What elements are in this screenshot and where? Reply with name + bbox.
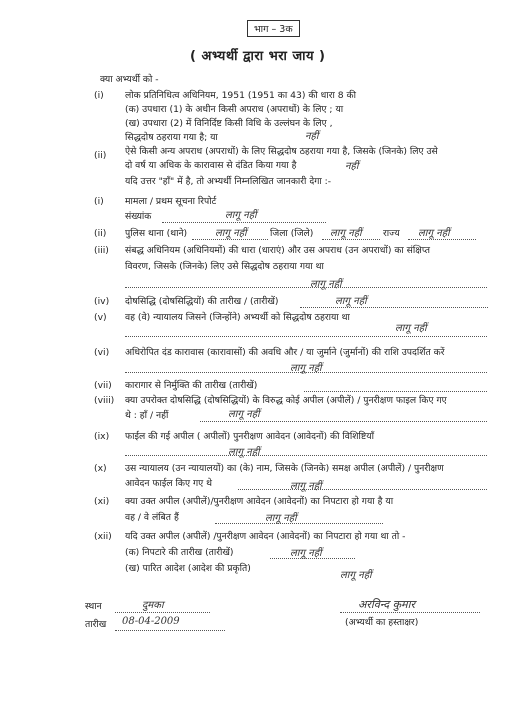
item-number: (vii)	[94, 380, 112, 391]
handwritten-answer: लागू नहीं	[330, 228, 362, 239]
item-text: संबद्ध अधिनियम (अधिनियमों) की धारा (धाराएं) और उस अपराध (उन अपराधों) का संक्षिप्त	[125, 245, 430, 256]
dotted-line	[304, 391, 487, 392]
item-text: क्या उपरोक्त दोषसिद्धि (दोषसिद्धियों) के विरुद्ध कोई अपील (अपीलें) / पुनरीक्षण फाइल किए गए	[125, 395, 447, 406]
item-text: जिला (जिले)	[270, 228, 314, 239]
item-text: दोषसिद्धि (दोषसिद्धियों) की तारीख / (तारीखें)	[125, 296, 279, 307]
item-number: (iii)	[94, 245, 109, 256]
item-text: वह / वे लंबित हैं	[125, 512, 179, 523]
item-number: (i)	[94, 90, 104, 101]
part-label: भाग – 3क	[247, 20, 300, 37]
dotted-line	[215, 523, 383, 524]
dotted-line	[300, 307, 488, 308]
item-text: थे : हाँ / नहीं	[125, 410, 169, 421]
handwritten-answer: लागू नहीं	[418, 228, 450, 239]
dotted-line	[125, 455, 487, 456]
handwritten-answer: लागू नहीं	[225, 210, 257, 221]
item-text: दो वर्ष या अधिक के कारावास से दंडित किया गया है	[125, 160, 297, 171]
dotted-line	[115, 612, 210, 613]
item-text: (ख) पारित आदेश (आदेश की प्रकृति)	[125, 563, 251, 574]
handwritten-answer: लागू नहीं	[395, 323, 427, 334]
form-title: ( अभ्यर्थी द्वारा भरा जाय )	[190, 49, 326, 64]
item-text: राज्य	[383, 228, 400, 239]
dotted-line	[408, 239, 476, 240]
item-number: (ix)	[94, 431, 110, 442]
item-number: (xi)	[94, 496, 110, 507]
item-number: (viii)	[94, 395, 115, 406]
item-text: उस न्यायालय (उन न्यायालयों) का (के) नाम, जिसके (जिनके) समक्ष अपील (अपीलें) / पुनरीक्षण	[125, 463, 444, 474]
handwritten-answer: लागू नहीं	[290, 481, 322, 492]
item-text: अधिरोपित दंड कारावास (कारावासों) की अवधि और / या जुर्माने (जुर्मानों) की राशि उपदर्शित करें	[125, 347, 445, 358]
item-text: पुलिस थाना (थाने)	[125, 228, 188, 239]
handwritten-answer: लागू नहीं	[228, 447, 260, 458]
item-number: (xii)	[94, 531, 112, 542]
handwritten-answer: लागू नहीं	[290, 548, 322, 559]
item-text: कारागार से निर्मुक्ति की तारीख (तारीखें)	[125, 380, 258, 391]
handwritten-answer: लागू नहीं	[340, 570, 372, 581]
candidate-signature: अरविन्द कुमार	[358, 598, 415, 611]
handwritten-answer: नहीं	[305, 131, 319, 142]
item-text: वह (वे) न्यायालय जिसने (जिन्होंने) अभ्यर्थी को सिद्धदोष ठहराया था	[125, 312, 350, 323]
dotted-line	[125, 287, 487, 288]
item-number: (ii)	[94, 150, 107, 161]
item-text: आवेदन फाईल किए गए थे	[125, 478, 213, 489]
handwritten-answer: लागू नहीं	[290, 363, 322, 374]
signature-caption: (अभ्यर्थी का हस्ताक्षर)	[345, 617, 419, 628]
date-label: तारीख	[85, 619, 107, 630]
handwritten-answer: लागू नहीं	[310, 279, 342, 290]
dotted-line	[322, 239, 380, 240]
item-text: यदि उक्त अपील (अपीलें) /पुनरीक्षण आवेदन (आवेदनों) का निपटारा हो गया था तो -	[125, 531, 406, 542]
item-text: विवरण, जिसके (जिनके) लिए उसे सिद्धदोष ठहराया गया था	[125, 261, 324, 272]
item-number: (iv)	[94, 296, 110, 307]
handwritten-answer: लागू नहीं	[215, 228, 247, 239]
dotted-line	[200, 421, 487, 422]
place-label: स्थान	[85, 601, 102, 612]
item-text: सिद्धदोष ठहराया गया है; या	[125, 132, 218, 143]
item-text: (ख) उपधारा (2) में विनिर्दिष्ट किसी विधि के उल्लंघन के लिए ,	[125, 118, 333, 129]
dotted-line	[162, 222, 326, 223]
place-value: दुमका	[142, 600, 164, 611]
handwritten-answer: नहीं	[345, 161, 359, 172]
item-number: (x)	[94, 463, 107, 474]
item-number: (i)	[94, 196, 104, 207]
dotted-line	[125, 336, 487, 337]
item-text: (क) निपटारे की तारीख (तारीखें)	[125, 547, 234, 558]
item-number: (v)	[94, 312, 107, 323]
dotted-line	[238, 489, 487, 490]
date-value: 08-04-2009	[122, 616, 180, 627]
intro-text: क्या अभ्यर्थी को -	[100, 74, 159, 85]
item-text: मामला / प्रथम सूचना रिपोर्ट	[125, 196, 217, 207]
item-number: (ii)	[94, 228, 107, 239]
dotted-line	[125, 372, 487, 373]
dotted-line	[115, 630, 225, 631]
item-text: (क) उपधारा (1) के अधीन किसी अपराध (अपराधों) के लिए ; या	[125, 104, 344, 115]
item-text: ऐसे किसी अन्य अपराध (अपराधों) के लिए सिद्धदोष ठहराया गया है, जिसके (जिनके) लिए उसे	[125, 146, 438, 157]
handwritten-answer: लागू नहीं	[228, 409, 260, 420]
item-number: (vi)	[94, 347, 110, 358]
item-text: लोक प्रतिनिधित्व अधिनियम, 1951 (1951 का 43) की धारा 8 की	[125, 90, 356, 101]
handwritten-answer: लागू नहीं	[335, 296, 367, 307]
item-text: क्या उक्त अपील (अपीलें)/पुनरीक्षण आवेदन (आवेदनों) का निपटारा हो गया है या	[125, 496, 394, 507]
item-text: फाईल की गई अपील ( अपीलों) पुनरीक्षण आवेदन (आवेदनों) की विशिष्टियाँ	[125, 431, 374, 442]
dotted-line	[340, 612, 480, 613]
item-text: यदि उत्तर "हाँ" में है, तो अभ्यर्थी निम्नलिखित जानकारी देगा :-	[125, 176, 332, 187]
dotted-line	[192, 239, 268, 240]
handwritten-answer: लागू नहीं	[265, 513, 297, 524]
item-text: संख्यांक	[125, 211, 152, 222]
